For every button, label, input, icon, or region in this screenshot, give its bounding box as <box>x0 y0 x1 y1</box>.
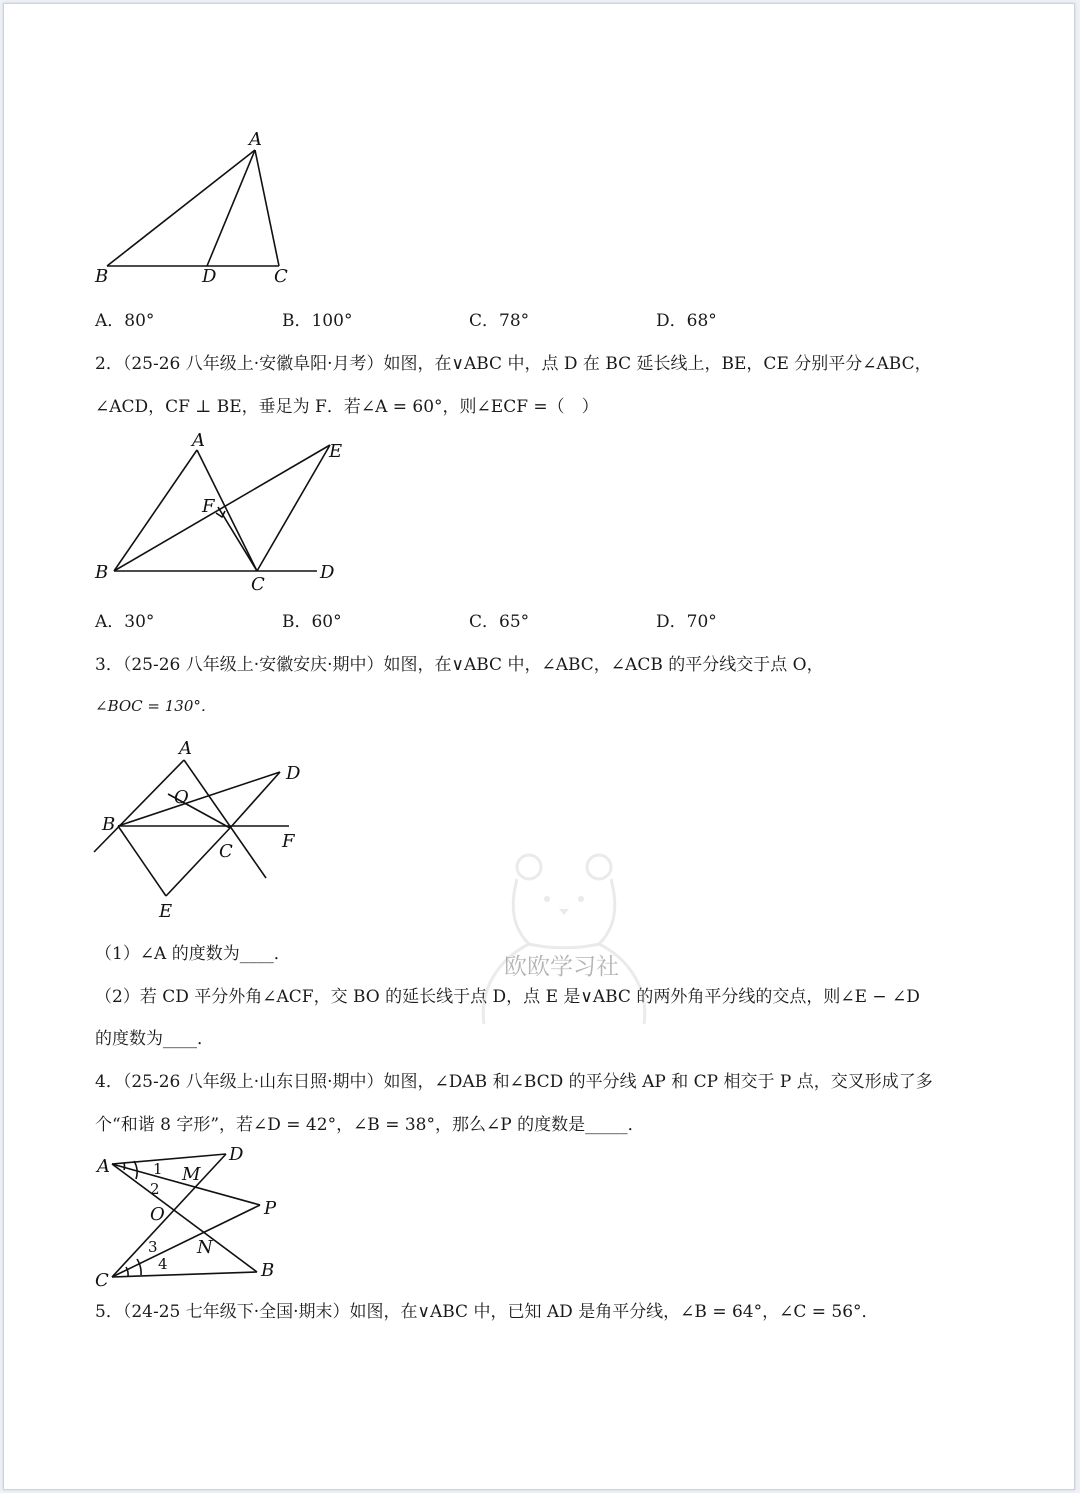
q2-option-b: B．60° <box>282 612 342 632</box>
watermark-text: 欧欧学习社 <box>504 954 619 980</box>
fig4-angle-2: 2 <box>150 1180 160 1198</box>
fig4-label-p: P <box>264 1198 277 1219</box>
fig2-label-e: E <box>329 441 343 462</box>
q1-option-d: D．68° <box>656 311 717 331</box>
fig4-label-n: N <box>197 1237 213 1258</box>
q4-stem-line2: 个“和谐 8 字形”，若∠D = 42°，∠B = 38°，那么∠P 的度数是_____． <box>95 1115 645 1135</box>
fig3-label-d: D <box>286 763 301 784</box>
q2-stem-line2: ∠ACD，CF ⊥ BE，垂足为 F．若∠A = 60°，则∠ECF =（ ） <box>95 397 599 417</box>
fig4-label-c: C <box>95 1270 109 1291</box>
fig4-angle-3: 3 <box>148 1238 158 1256</box>
q3-stem-line2: ∠BOC = 130°． <box>95 697 216 715</box>
q2-option-d: D．70° <box>656 612 717 632</box>
fig1-label-c: C <box>274 266 288 287</box>
fig1-label-d: D <box>202 266 217 287</box>
fig4-label-a: A <box>97 1156 110 1177</box>
fig4-angle-4: 4 <box>158 1255 168 1273</box>
q1-option-a: A．80° <box>95 311 155 331</box>
q2-option-c: C．65° <box>469 612 530 632</box>
document-page <box>3 3 1075 1490</box>
fig2-label-b: B <box>95 562 109 583</box>
q2-stem-line1: 2．（25-26 八年级上·安徽阜阳·月考）如图，在∨ABC 中，点 D 在 BC 延长线上，BE，CE 分别平分∠ABC， <box>95 354 932 374</box>
q4-stem-line1: 4．（25-26 八年级上·山东日照·期中）如图，∠DAB 和∠BCD 的平分线 AP 和 CP 相交于 P 点，交叉形成了多 <box>95 1072 933 1092</box>
fig2-label-d: D <box>320 562 335 583</box>
fig2-label-c: C <box>251 574 265 595</box>
fig1-label-b: B <box>95 266 109 287</box>
fig3-label-f: F <box>282 831 295 852</box>
q3-part2-cont: 的度数为____． <box>95 1029 214 1049</box>
q5-stem-line1: 5．（24-25 七年级下·全国·期末）如图，在∨ABC 中，已知 AD 是角平分线，∠B = 64°，∠C = 56°． <box>95 1302 879 1322</box>
fig4-label-b: B <box>261 1260 275 1281</box>
fig1-label-a: A <box>249 129 262 150</box>
fig3-label-c: C <box>219 841 233 862</box>
fig2-label-f: F <box>202 496 215 517</box>
q3-part2: （2）若 CD 平分外角∠ACF，交 BO 的延长线于点 D，点 E 是∨ABC 的两外角平分线的交点，则∠E − ∠D <box>95 987 920 1007</box>
fig2-label-a: A <box>192 430 205 451</box>
q3-part1: （1）∠A 的度数为____． <box>95 944 291 964</box>
fig4-label-o: O <box>150 1204 165 1225</box>
fig3-label-a: A <box>179 738 192 759</box>
q1-option-c: C．78° <box>469 311 530 331</box>
q1-option-b: B．100° <box>282 311 353 331</box>
bear-watermark-icon <box>459 849 669 1029</box>
fig3-label-o: O <box>174 787 189 808</box>
q2-option-a: A．30° <box>95 612 155 632</box>
q3-stem-line1: 3．（25-26 八年级上·安徽安庆·期中）如图，在∨ABC 中，∠ABC，∠ACB 的平分线交于点 O， <box>95 655 824 675</box>
fig4-angle-1: 1 <box>153 1160 163 1178</box>
fig4-label-m: M <box>182 1164 201 1185</box>
fig4-label-d: D <box>229 1144 244 1165</box>
fig3-label-e: E <box>159 901 173 922</box>
figure-4-eight-shape <box>4 4 1074 1294</box>
fig3-label-b: B <box>102 814 116 835</box>
